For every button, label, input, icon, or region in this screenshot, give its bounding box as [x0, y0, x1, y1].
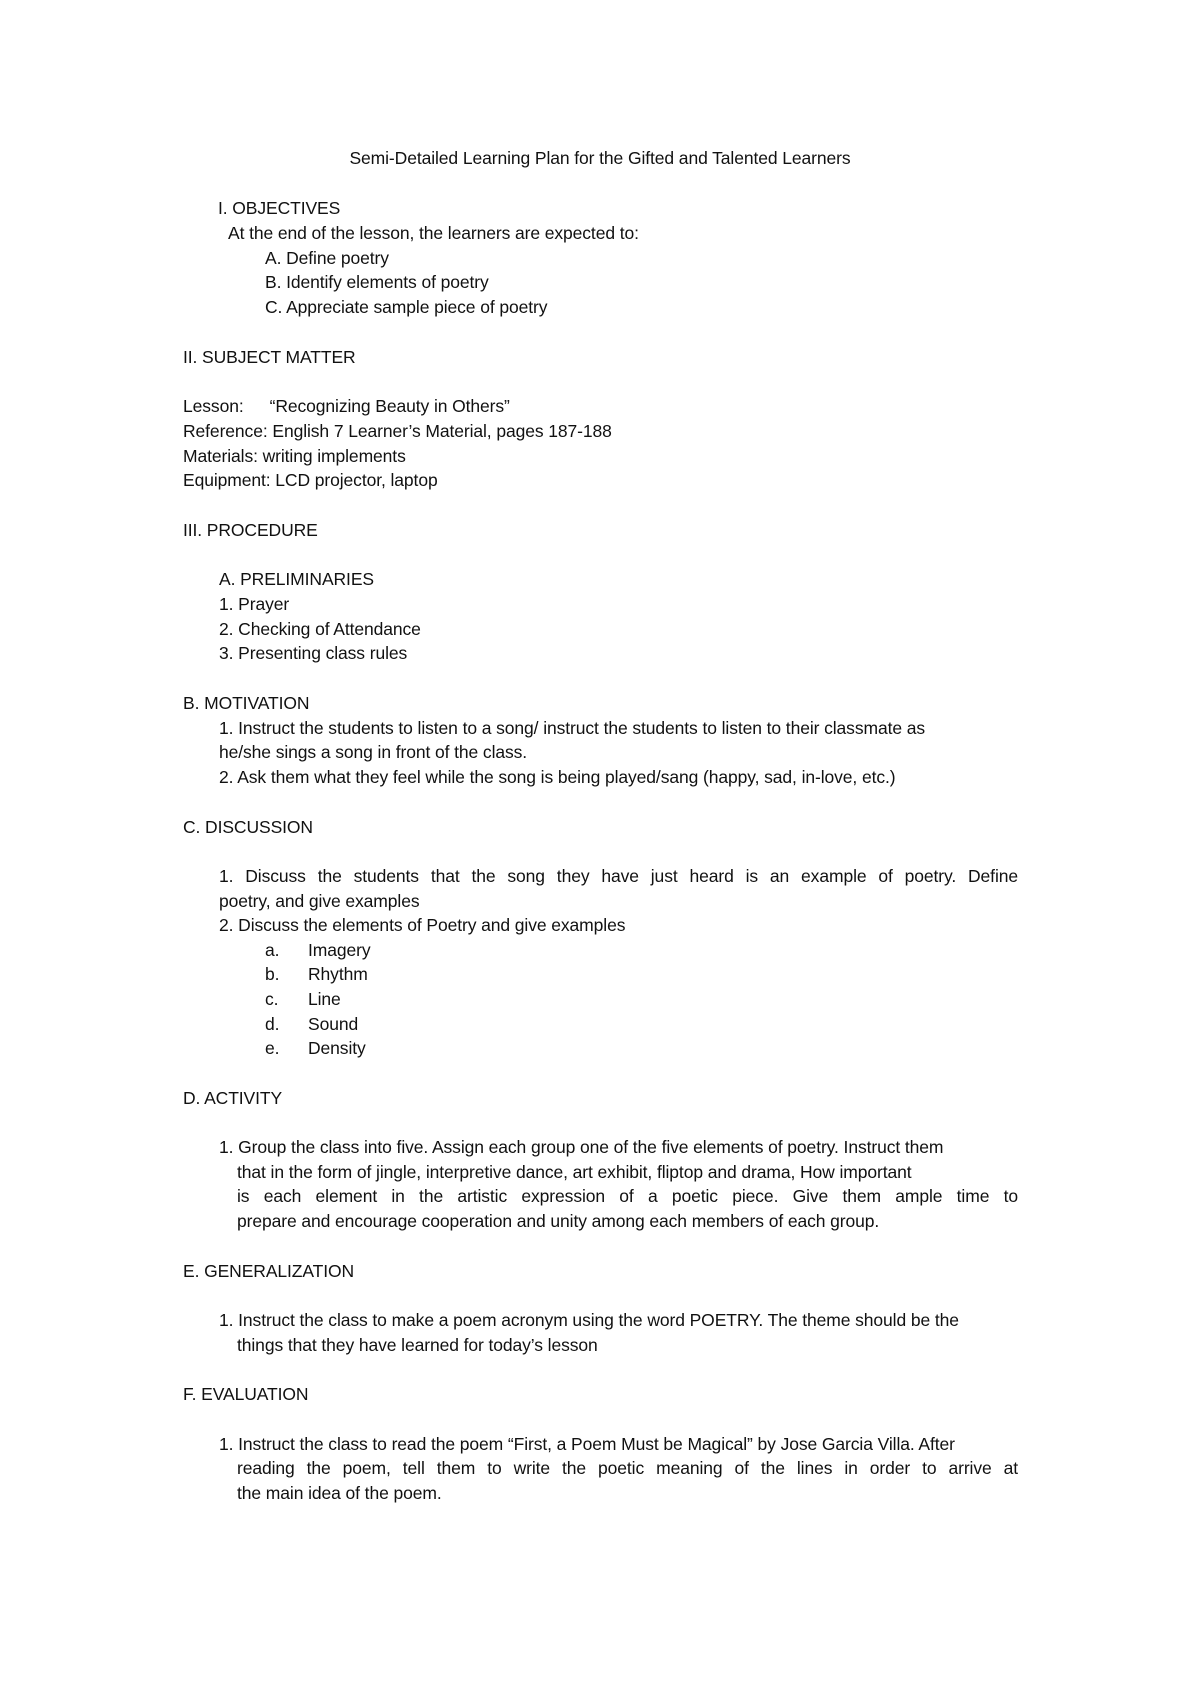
document-title: Semi-Detailed Learning Plan for the Gifted and Talented Learners: [349, 148, 851, 168]
evaluation-line: reading the poem, tell them to write the poetic meaning of the lines in order to arrive at: [237, 1458, 1018, 1478]
objectives-heading: I. OBJECTIVES: [218, 198, 341, 218]
evaluation-line: 1. Instruct the class to read the poem “First, a Poem Must be Magical” by Jose Garcia Villa. After: [219, 1434, 955, 1454]
element-label: Rhythm: [308, 964, 368, 984]
lesson-label: Lesson:: [183, 396, 244, 416]
generalization-heading: E. GENERALIZATION: [183, 1261, 355, 1281]
element-marker: a.: [265, 940, 280, 960]
preliminaries-item: 3. Presenting class rules: [219, 643, 408, 663]
element-marker: c.: [265, 989, 279, 1009]
objective-item: B. Identify elements of poetry: [265, 272, 489, 292]
objective-item: A. Define poetry: [265, 248, 389, 268]
element-marker: d.: [265, 1014, 280, 1034]
element-list-item: [265, 938, 371, 962]
generalization-line: 1. Instruct the class to make a poem acronym using the word POETRY. The theme should be the: [219, 1310, 959, 1330]
procedure-heading: III. PROCEDURE: [183, 520, 318, 540]
motivation-item-line: 2. Ask them what they feel while the song is being played/sang (happy, sad, in-love, etc.): [219, 767, 896, 787]
motivation-heading: B. MOTIVATION: [183, 693, 310, 713]
objectives-intro: At the end of the lesson, the learners are expected to:: [228, 223, 639, 243]
element-list-item: [265, 987, 341, 1011]
lesson-row: [183, 394, 510, 418]
motivation-item-line: he/she sings a song in front of the class.: [219, 742, 528, 762]
equipment-line: Equipment: LCD projector, laptop: [183, 470, 438, 490]
discussion-item-line: 2. Discuss the elements of Poetry and give examples: [219, 915, 626, 935]
element-label: Line: [308, 989, 341, 1009]
motivation-item-line: 1. Instruct the students to listen to a song/ instruct the students to listen to their classmate as: [219, 718, 926, 738]
subject-matter-heading: II. SUBJECT MATTER: [183, 347, 356, 367]
discussion-item-line: 1. Discuss the students that the song they have just heard is an example of poetry. Define: [219, 866, 1018, 886]
preliminaries-item: 2. Checking of Attendance: [219, 619, 421, 639]
activity-line: prepare and encourage cooperation and unity among each members of each group.: [237, 1211, 880, 1231]
evaluation-heading: F. EVALUATION: [183, 1384, 309, 1404]
element-label: Sound: [308, 1014, 359, 1034]
element-label: Density: [308, 1038, 366, 1058]
reference-line: Reference: English 7 Learner’s Material, pages 187-188: [183, 421, 612, 441]
lesson-value: “Recognizing Beauty in Others”: [269, 396, 510, 416]
element-list-item: [265, 1012, 358, 1036]
evaluation-line: the main idea of the poem.: [237, 1483, 442, 1503]
activity-line: that in the form of jingle, interpretive dance, art exhibit, fliptop and drama, How important: [237, 1162, 912, 1182]
activity-line: is each element in the artistic expression of a poetic piece. Give them ample time to: [237, 1186, 1018, 1206]
preliminaries-item: 1. Prayer: [219, 594, 290, 614]
element-list-item: [265, 962, 368, 986]
element-marker: e.: [265, 1038, 280, 1058]
activity-heading: D. ACTIVITY: [183, 1088, 283, 1108]
preliminaries-heading: A. PRELIMINARIES: [219, 569, 374, 589]
materials-line: Materials: writing implements: [183, 446, 406, 466]
generalization-line: things that they have learned for today’s lesson: [237, 1335, 598, 1355]
discussion-item-line: poetry, and give examples: [219, 891, 420, 911]
discussion-heading: C. DISCUSSION: [183, 817, 313, 837]
element-label: Imagery: [308, 940, 371, 960]
activity-line: 1. Group the class into five. Assign each group one of the five elements of poetry. Instruct them: [219, 1137, 944, 1157]
element-marker: b.: [265, 964, 280, 984]
element-list-item: [265, 1036, 366, 1060]
objective-item: C. Appreciate sample piece of poetry: [265, 297, 548, 317]
